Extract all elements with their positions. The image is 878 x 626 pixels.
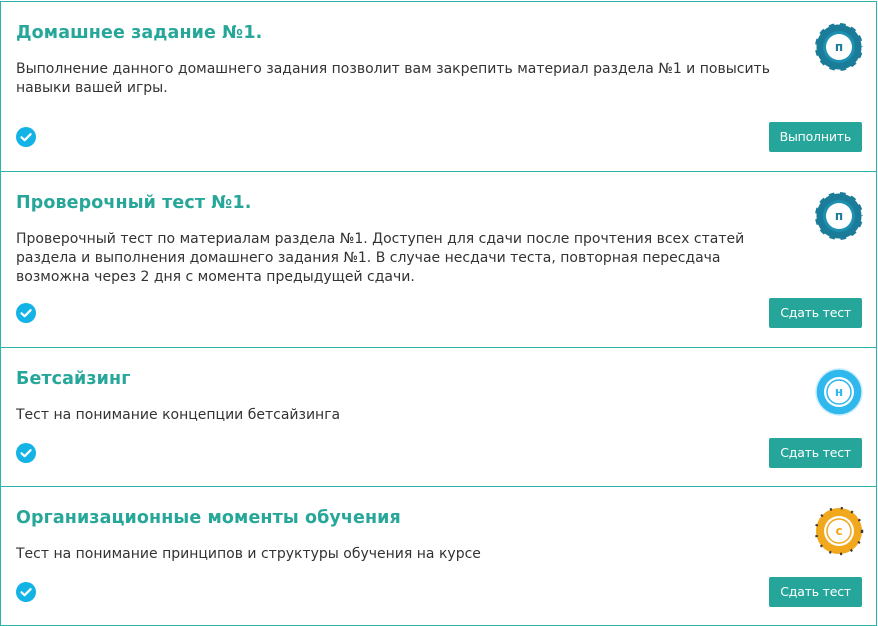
task-card-betsizing [0, 347, 877, 487]
task-title: Организационные моменты обучения [16, 508, 401, 528]
task-title: Бетсайзинг [16, 369, 131, 389]
badge-n-icon [813, 366, 865, 418]
task-card-organization [0, 486, 877, 626]
check-circle-icon [16, 443, 36, 463]
task-description: Тест на понимание принципов и структуры обучения на курсе [16, 546, 481, 562]
badge-letter: п [834, 209, 844, 223]
badge-letter: с [835, 524, 843, 538]
task-description: Проверочный тест по материалам раздела №1. Доступен для сдачи после прочтения всех статей раздела и выполнения домашнего задания №1. В случае несдачи теста, повторная пересдача возможна через 2 дня с момента предыдущей сдачи. [16, 231, 745, 285]
task-description: Тест на понимание концепции бетсайзинга [16, 407, 341, 423]
task-title: Домашнее задание №1. [16, 23, 263, 43]
badge-p-icon [813, 21, 865, 73]
take-test-button[interactable]: Сдать тест [769, 438, 862, 468]
task-title: Проверочный тест №1. [16, 193, 252, 213]
badge-s-icon [813, 505, 865, 557]
task-description: Выполнение данного домашнего задания позволит вам закрепить материал раздела №1 и повысить навыки вашей игры. [16, 61, 770, 96]
task-card-test-1 [0, 171, 877, 348]
check-circle-icon [16, 127, 36, 147]
task-card-homework-1 [0, 1, 877, 172]
complete-button[interactable]: Выполнить [769, 122, 862, 152]
check-circle-icon [16, 303, 36, 323]
badge-letter: п [834, 40, 844, 54]
take-test-button[interactable]: Сдать тест [769, 577, 862, 607]
badge-letter: н [834, 385, 844, 399]
badge-p-icon [813, 190, 865, 242]
take-test-button[interactable]: Сдать тест [769, 298, 862, 328]
check-circle-icon [16, 582, 36, 602]
